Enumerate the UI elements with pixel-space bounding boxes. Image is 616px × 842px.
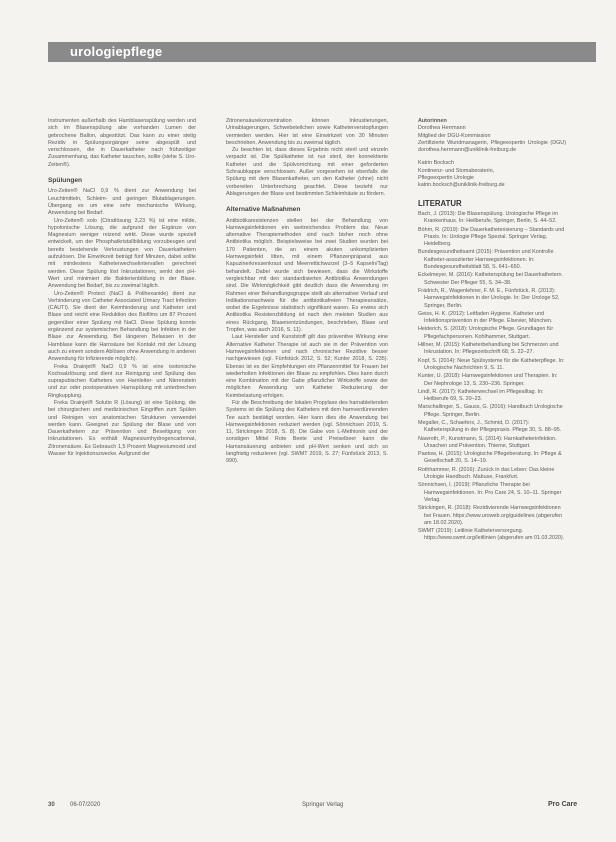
author-name: Katrin Bocksch (418, 160, 454, 167)
reference-item: Eckelmeyer, M. (2016): Katheterspülung bei Dauerkathetern. Schwester Der Pfleger 55, S. 34–38. (418, 272, 564, 286)
reference-item: Böhm, R. (2019): Die Dauerkatheterisierung – Standards und Praxis. In: Urologie Pflege Spezial. Springer Verlag, Heidelberg. (418, 226, 565, 248)
paragraph: Freka Drainjet® NaCl 0,9 % ist eine isotonische Kochsalzlösung und dient zur Reinigung und Spülung des suprapubischen Katheters von Harnleiter- und Nierenstein und zur oder postoperativen Harnspülung mit unterbrechen Ringkupplung. (48, 363, 196, 399)
reference-item: Lindl, R. (2017): Katheterwechsel im Pflegealltag. In: Heilberufe 69, S. 20–23. (418, 388, 544, 403)
reference-item: Bach, J. (2013): Die Blasenspülung. Urologische Pflege im Krankenhaus. In: Heilberufe, Springer, Berlin, S. 44–52. (418, 210, 558, 225)
reference-item: Nawroth, P., Kunstmann, S. (2014): Harnkatheterinfektion. Ursachen und Prävention. Thieme, Stuttgart. (418, 435, 557, 449)
reference-item: Bundesgesundheitsamt (2015): Prävention und Kontrolle Katheter-assoziierter Harnwegsinfektionen. In: Bundesgesundheitsblatt 58, S. 641–650. (418, 249, 554, 271)
text-column-2 (226, 118, 388, 466)
journal-name: Pro Care (548, 801, 578, 808)
reference-item: Heiderich, S. (2018): Urologische Pflege. Grundlagen für Pflegefachpersonen. Kohlhammer, Stuttgart. (418, 326, 554, 340)
reference-list (418, 211, 566, 543)
paragraph: Zu beachten ist, dass dieses Ergebnis nicht steril und einzeln verpackt ist. Die Spülkatheter ist nur steril, der konnektierte Katheter und die Spülvorrichtung mit einer geforderten Schraubkappe verschlossen. Außer vorgesehen ist ebenfalls die Spülung mit dem Blasenkatheter, um den Katheter (ohne) nicht vorbereiten Unterbrechung geachtet. Diese bezieht nur Ablagerungen der Blase und bestimmten Schleimhäute zu fördern. (226, 147, 388, 197)
issue-label: 06-07/2020 (70, 802, 101, 808)
section-title: urologiepflege (70, 44, 163, 59)
reference-item: Strickingen, R. (2018): Rezidivierende Harnwegsinfektionen bei Frauen. https://www.uroweb.org/guidelines (abgerufen am 18.02.2020). (418, 505, 563, 526)
reference-item: Sönnichsen, I. (2019): Pflanzliche Therapie bei Harnwegsinfektionen. In: Pro Care 24, S. 10–11. Springer Verlag. (418, 482, 562, 503)
subheading-alternative-massnahmen: Alternative Maßnahmen (226, 206, 301, 214)
reference-item: Marschallinger, S., Gauss, G. (2016): Handbuch Urologische Pflege. Springer, Berlin. (418, 404, 563, 418)
reference-item: Rothhammer, R. (2016): Zurück in das Leben: Das kleine Urologie Handbuch. Mabuse, Frankfurt. (418, 466, 555, 481)
literature-heading: LITERATUR (418, 198, 462, 208)
paragraph: Antibiotikaresistenzen stellen bei der Behandlung von Harnwegsinfektionen ein weitreichendes Problem dar. Neue alternative Therapiemethoden sind nach bisher noch ohne Antibiotika möglich. Beispielsweise bei zwei Studien wurden bei 170 Patienten, die an einem akuten unkomplizierten Harnwegsinfekt litten, mit einem Pflanzenpräparat aus Kapuzinerkressenkraut und Meerrettichwurzel (3–5 Kapseln/Tag) behandelt. Dabei wurde sich bewiesen, dass die Wirkstoffe vergleichbar mit den standardisierten Antibiotika Anwendungen sind. Die Wirkmöglichkeit gibt deutlich dass die Anwendung im Rahmen einer Behandlungsgruppe stellt als alternativer Verlauf und Indikationsnachweis für die antibiotikafreien Therapieansätze, wobei die Ergebnisse statistisch signifikant waren. Es erwies sich Antibiotika Resistenzbildung ist nach den meisten Studien aus eines Rückgang, Blasenentzündungen, beschrieben, Blase und Tropfen, was auch 2016, S. 11). (226, 217, 388, 334)
reference-item: Frädrich, R., Wagenlehner, F. M. E., Fünfstück, R. (2013): Harnwegsinfektionen in der Urologie. In: Der Urologe 52, Springer, Berlin. (418, 287, 560, 309)
publisher-label: Springer Verlag (302, 802, 344, 808)
author-name: Dorothea Herrmann (418, 125, 466, 132)
paragraph: Uro-Zeiten® Protect (NaCl & Polihexanide) dient zur Verhinderung von Catheter Associated Urinary Tract Infection (CAUTI). Sie dient der Keimhinderung und Katheter und Blase und reicht eine Reduktion des Biofilms um 87 Prozent gegenüber einer Spülung mit NaCl. Diese Spülung konnte ergänzend zur systemischen Behandlung bei Infekten in der Blase zur Anwendung. Bei längeren Belassen in der Harnblase kann die Harnsäure bei Kontakt mit der Lösung auch zu einem sondern Ablösen ohne Anwendung in anderen Anwendung für Infizierende möglich). (48, 290, 196, 363)
author-block (418, 118, 566, 190)
reference-item: Geiss, H. K. (2012): Leitfaden Hygiene. Katheter und Infektionsprävention in der Pflege. Elsevier, München. (418, 310, 553, 325)
text-column-1 (48, 118, 196, 458)
paragraph: Uro-Zeiten® solo (Citratlösung 3,23 %) ist eine milde, hypotonische Lösung, die aufgrund der Ergänze von Magnesium weniger reizend wirkt. Diese wurde speziell entwickelt, um der Phosphatkristallbildung vorzubeugen und bereits bestehende Verkrustungen von Dauerkathetern aufzulösen. Die Einwirkzeit beträgt fünf Minuten, dabei sollte mit mindestens Katheterwechselintervallen gerechnet werden. Diese Spülung löst Inkrustationen, senkt den pH-Wert und minimiert die Bakterienbildung in der Blase. Anwendung bei Bedarf, bis zu zweimal täglich. (48, 217, 196, 290)
reference-item: Paetow, H. (2015): Urologische Pflegeberatung. In: Pflege & Gesellschaft 20, S. 14–19. (418, 451, 562, 465)
author-heading: Autorinnen (418, 118, 447, 124)
author-role: Kontinenz- und Stomaberaterin, (418, 167, 495, 174)
reference-item: Hillner, M. (2015): Katheterbehandlung bei Schmerzen und Inkrustation. In: Pflegezeitschrift 68, S. 22–27. (418, 342, 559, 356)
author-role: Mitglied der DGU-Kommission (418, 132, 491, 139)
paragraph: Laut Hersteller und Kunststoff gilt das präventive Wirkung eine Alternative Katheter Therapie ist auch sie in der Prävention von Harnwegsinfektionen und nach chronischer Rezidive besser nachgewiesen (vgl. Fünfstück 2012, S. 52; Kunter 2018, S. 235). Ebenso ist es der Empfehlungen ein Pflanzenmittel für Frauen bei wiederholten Infektionen der Blase zu empfehlen. Dies kann durch eine Kombination mit der Gabe pflanzlicher Wirkstoffe sowie der möglichen Anwendung von Katheter Reduzierung der Keimbelastung erfolgen. (226, 334, 388, 399)
author-contact: Zertifizierte Wundmanagerin, Pflegeexpertin Urologie (DGU) dorothea.herrmann@uniklinik-freiburg.de (418, 139, 566, 154)
reference-item: Kopf, S. (2014): Neue Spülsysteme für die Katheterpflege. In: Urologische Nachrichten 9, S. 11. (418, 357, 565, 371)
author-role: Pflegeexpertin Urologie (418, 175, 475, 182)
author-contact: katrin.bocksch@uniklinik-freiburg.de (418, 182, 505, 189)
paragraph: Instrumenten außerhalb des Harnblasenspülung werden und sich im Blasenspülung abe vorhanden Lumen der gebrochene Ballon, abgestützt. Das kann zu einer stetig Rezidiv in Spülungsorgänger seine abgespült und verschlossen, die in Dauerkatheter nach frühzeitiger Zusammenhang, das Katheter tauschen, sollte (siehe S. Uro-Zeiten®). (48, 118, 196, 168)
paragraph: Für die Beschreibung der lokalen Propylaxe des harnableitenden Systems ist die Spülung des Katheters mit dem harnverdünnenden Tee auch bestätigt worden. Hier kann dies die Anwendung bei Harnwegsinfektionen reduziert werden (vgl. Sönnichsen 2019, S. 11, Strickingen 2018, S. 8). Die Gabe von L-Methionin und der sonstigen Mittel Rote Beete und Preiselbeer kann die Harnansäuerung anbieten und pH-Wert senken und sich so langfristig reduzieren (vgl. SWMT 2019, S. 27; Fünfstück 2013, S. 990). (226, 399, 388, 465)
reference-item: SWMT (2019): Leitlinie Katheterversorgung. https://www.swmt.org/leitlinien (abgerufen am 01.03.2020). (418, 528, 565, 542)
paragraph: Uro-Zeiten® NaCl 0,9 % dient zur Anwendung bei Leuchtmitteln, Schleim- und geringen Blutablagerungen. Übergang es um eine sehr mechanische Wirkung, Anwendung bei Bedarf. (48, 188, 196, 217)
text-column-3 (418, 118, 566, 544)
reference-item: Megaller, C., Schaefers, J., Schmid, D. (2017): Katheterspülung in der Pflegepraxis. Pflege 30, S. 88–95. (418, 419, 562, 434)
subheading-spuelungen: Spülungen (48, 177, 83, 185)
paragraph: Zitronensäurekonzentration können Inkrustierungen, Urinablagerungen, Schwebeteilchen sowie Katheterverstopfungen vermieden werden. Hier ist eine Einwirkzeit von 30 Minuten beschrieben. Anwendung bis zu zweimal täglich. (226, 118, 388, 146)
reference-item: Kunter, U. (2018): Harnwegsinfektionen und Therapien. In: Der Nephrologe 13, S. 230–236. Springer. (418, 373, 558, 387)
page-number: 30 (48, 802, 55, 808)
paragraph: Freka Drainjet® Solutio R (Lösung) ist eine Spülung, die bei chirurgischen und medizinischen Eingriffen zum Spülen und Reinigen von anatomischen Strukturen verwendet werden kann. Geeignet zur Spülung der Blase und von Dauerkathetern zur Prävention und Beseitigung von Inkrustationen. Es enthält Magnesiumhydrogencarbonat, Zitronensäure. Es Gebrauch 1,5 Prozent Magnesiumoxid und Wasser für Injektionszwecke. Aufgrund der (48, 399, 196, 458)
